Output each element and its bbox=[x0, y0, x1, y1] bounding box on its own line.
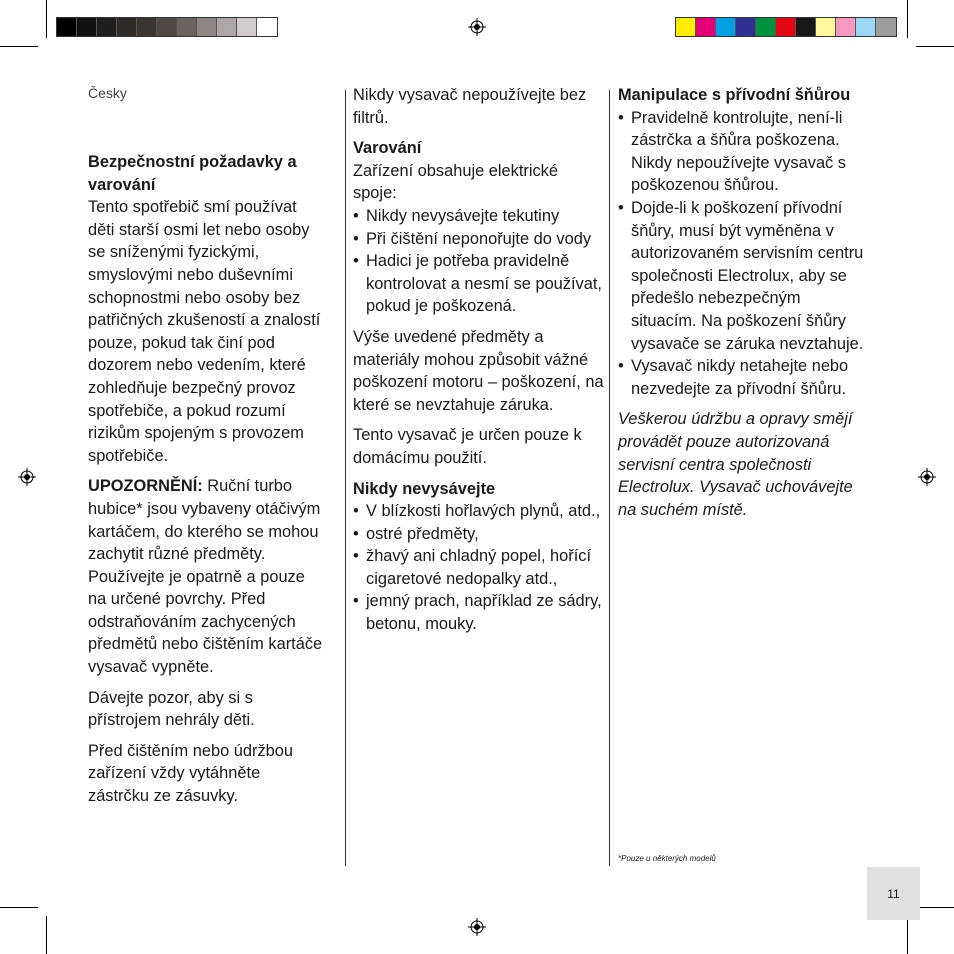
list-item: • Pravidelně kontrolujte, není-li zástrčka a šňůra poškozena. Nikdy nepoužívejte vysavač s poškozenou šňůrou. bbox=[618, 107, 870, 197]
section-heading: Varování bbox=[353, 139, 422, 158]
color-swatch bbox=[776, 18, 796, 36]
grayscale-swatch-bar bbox=[56, 17, 278, 37]
color-swatch bbox=[796, 18, 816, 36]
color-swatch bbox=[217, 18, 237, 36]
color-swatch bbox=[736, 18, 756, 36]
italic-note: Veškerou údržbu a opravy smějí provádět pouze autorizovaná servisní centra společnosti Electrolux. Vysavač uchovávejte na suchém místě. bbox=[618, 410, 853, 519]
paragraph: Tento vysavač je určen pouze k domácímu použití. bbox=[353, 426, 582, 467]
list-item: • ostré předměty, bbox=[353, 523, 605, 546]
color-swatch bbox=[177, 18, 197, 36]
crop-mark bbox=[0, 907, 38, 908]
paragraph: Před čištěním nebo údržbou zařízení vždy vytáhněte zástrčku ze zásuvky. bbox=[88, 741, 294, 806]
crop-mark bbox=[0, 46, 38, 47]
paragraph: Výše uvedené předměty a materiály mohou způsobit vážné poškození motoru – poškození, na které se nevztahuje záruka. bbox=[353, 327, 604, 414]
list-item: • Nikdy nevysávejte tekutiny bbox=[353, 205, 605, 228]
color-swatch bbox=[716, 18, 736, 36]
color-swatch bbox=[856, 18, 876, 36]
paragraph: Nikdy vysavač nepoužívejte bez filtrů. bbox=[353, 86, 587, 127]
color-swatch bbox=[816, 18, 836, 36]
crop-mark bbox=[907, 0, 908, 38]
crop-mark bbox=[46, 0, 47, 38]
color-swatch bbox=[117, 18, 137, 36]
column-3 bbox=[618, 84, 870, 529]
registration-mark-icon bbox=[468, 918, 486, 936]
color-swatch bbox=[876, 18, 896, 36]
crop-mark bbox=[916, 46, 954, 47]
footnote: *Pouze u některých modelů bbox=[618, 854, 716, 863]
paragraph: Tento spotřebič smí používat děti starší osmi let nebo osoby se sníženými fyzickými, smyslovými nebo duševními schopnostmi nebo osoby bez patřičných zkušeností a znalostí pouze, pokud tak činí pod dozorem nebo vedením, které zohledňuje bezpečný provoz spotřebiče, a pokud rozumí rizikům spojeným s provozem spotřebiče. bbox=[88, 198, 321, 465]
color-swatch bbox=[77, 18, 97, 36]
color-swatch bbox=[676, 18, 696, 36]
list-item: • žhavý ani chladný popel, hořící cigaretové nedopalky atd., bbox=[353, 545, 605, 590]
color-swatch bbox=[137, 18, 157, 36]
color-swatch bbox=[157, 18, 177, 36]
section-heading: Manipulace s přívodní šňůrou bbox=[618, 86, 851, 104]
list-item: • Vysavač nikdy netahejte nebo nezvedejte za přívodní šňůru. bbox=[618, 355, 870, 400]
color-swatch bbox=[836, 18, 856, 36]
section-heading: Bezpečnostní požadavky a varování bbox=[88, 153, 297, 194]
color-swatch bbox=[97, 18, 117, 36]
color-swatch bbox=[696, 18, 716, 36]
registration-mark-icon bbox=[468, 18, 486, 36]
paragraph: Dávejte pozor, aby si s přístrojem nehrály děti. bbox=[88, 688, 255, 730]
color-swatch bbox=[197, 18, 217, 36]
bullet-list bbox=[353, 500, 605, 636]
column-2 bbox=[353, 84, 605, 644]
list-item: • Dojde-li k poškození přívodní šňůry, musí být vyměněna v autorizovaném servisním centru společnosti Electrolux, aby se předešlo nebezpečným situacím. Na poškození šňůry vysavače se záruka nevztahuje. bbox=[618, 197, 870, 355]
column-1 bbox=[88, 151, 324, 816]
color-swatch bbox=[756, 18, 776, 36]
color-swatch bbox=[257, 18, 277, 36]
list-item: • Při čištění neponořujte do vody bbox=[353, 228, 605, 251]
paragraph: Ruční turbo hubice* jsou vybaveny otáčivým kartáčem, do kterého se mohou zachytit různé předměty. Používejte je opatrně a pouze na určené povrchy. Před odstraňováním zachycených předmětů nebo čištěním kartáče vysavač vypněte. bbox=[88, 477, 323, 677]
section-heading: Nikdy nevysávejte bbox=[353, 479, 496, 498]
color-swatch bbox=[57, 18, 77, 36]
bullet-list bbox=[353, 205, 605, 318]
crop-mark bbox=[916, 907, 954, 908]
bullet-list bbox=[618, 107, 870, 401]
language-label: Česky bbox=[88, 85, 127, 101]
page-number: 11 bbox=[867, 867, 920, 920]
list-item: • Hadici je potřeba pravidelně kontrolovat a nesmí se používat, pokud je poškozená. bbox=[353, 250, 605, 318]
paragraph: Zařízení obsahuje elektrické spoje: bbox=[353, 161, 558, 203]
color-swatch-bar bbox=[675, 17, 897, 37]
list-item: • jemný prach, například ze sádry, betonu, mouky. bbox=[353, 590, 605, 635]
column-divider bbox=[345, 90, 346, 866]
color-swatch bbox=[237, 18, 257, 36]
registration-mark-icon bbox=[18, 468, 36, 486]
list-item: • V blízkosti hořlavých plynů, atd., bbox=[353, 500, 605, 523]
column-divider bbox=[609, 90, 610, 866]
crop-mark bbox=[907, 916, 908, 954]
registration-mark-icon bbox=[918, 468, 936, 486]
crop-mark bbox=[46, 916, 47, 954]
warning-label: UPOZORNĚNÍ: bbox=[88, 477, 203, 496]
